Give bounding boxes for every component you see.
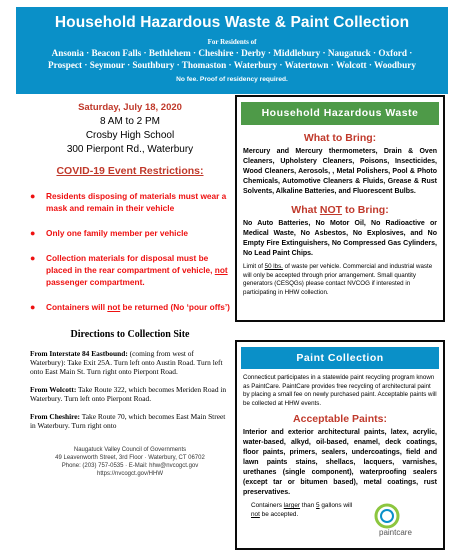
direction-heading: From Wolcott: [30, 385, 77, 394]
covid-rule [30, 190, 230, 214]
bring-title: What to Bring: [303, 132, 377, 144]
covid-rule [30, 301, 230, 313]
location-line-2: 300 Pierpont Rd., Waterbury [66, 144, 194, 155]
covid-title: COVID-19 Event Restrictions: [56, 165, 204, 177]
container-note [237, 501, 357, 519]
limit-note [237, 263, 443, 297]
accept-title: Acceptable Paints: [293, 413, 387, 425]
bring-text: Mercury and Mercury thermometers, Drain & Oven Cleaners, Upholstery Cleaners, Poisons, Insecticides, Wood Cleaners, Aerosols, , Metal Polishers, Pool & Photo Chemicals, Automotive Cleaners & Fluids, Grease & Rust Solvents, Alkaline Batteries, and Fluorescent Bulbs. [243, 148, 437, 195]
covid-rule-text: Residents disposing of materials must wear a mask and remain in their vehicle [46, 191, 227, 213]
header-banner [16, 7, 448, 94]
no-fee-note: No fee. Proof of residency required. [176, 76, 288, 83]
rule-text-part: be returned (No ‘pour offs’) [120, 302, 230, 312]
paint-bar: Paint Collection [241, 347, 439, 369]
paint-box [235, 340, 445, 550]
directions-title: Directions to Collection Site [70, 329, 190, 340]
title-part: to Bring: [342, 204, 389, 216]
direction-text: Take Route 70, which becomes East Main Street in Waterbury. Turn right onto [30, 412, 226, 430]
note-emphasis: not [251, 511, 260, 518]
bullet-icon: ● [30, 302, 36, 312]
title-part: What [291, 204, 320, 216]
direction-heading: From Interstate 84 Eastbound: [30, 349, 128, 358]
covid-rule-text [46, 301, 230, 313]
logo-text: paintcare [379, 528, 412, 537]
bullet-icon: ● [30, 253, 36, 263]
covid-rule-text: Only one family member per vehicle [46, 228, 189, 238]
location-line-1: Crosby High School [85, 130, 175, 141]
direction-heading: From Cheshire: [30, 412, 81, 421]
direction-item [30, 385, 230, 403]
limit-part: Limit of [243, 263, 265, 270]
page-title: Household Hazardous Waste & Paint Collection [54, 14, 410, 31]
direction-text: Take Route 322, which becomes Meriden Road in Waterbury. Turn left onto Pierpont Road. [30, 385, 227, 403]
note-emphasis: larger [283, 502, 301, 509]
rule-emphasis: not [214, 265, 228, 275]
limit-part: of waste per vehicle. Commercial and industrial waste will only be accepted through prior arrangement. Small quantity generators (CESQGs) please contact NVCOG if interested in participating in HHW collection. [243, 263, 433, 296]
title-emphasis: NOT [319, 204, 343, 216]
limit-emphasis: 50 lbs. [264, 263, 283, 270]
direction-item [30, 349, 230, 376]
org-contact [30, 446, 230, 478]
note-part: gallons will [319, 502, 353, 509]
paint-intro: Connecticut participates in a statewide paint recycling program known as PaintCare. PaintCare provides free recycling of architectural paint by placing a small fee on newly purchased paint. Acceptable paints will be collected at HHW events. [243, 374, 437, 407]
not-bring-title [237, 204, 443, 216]
paintcare-logo [369, 502, 435, 538]
covid-rule [30, 252, 230, 288]
residents-label: For Residents of [207, 38, 257, 46]
towns-line-1: Ansonia · Beacon Falls · Bethlehem · Cheshire · Derby · Middlebury · Naugatuck · Oxford · [51, 48, 413, 58]
event-date: Saturday, July 18, 2020 [78, 102, 182, 113]
not-bring-text: No Auto Batteries, No Motor Oil, No Radioactive or Medical Waste, No Asbestos, No Explosives, and No Empty Fire Extinguishers, No Compressed Gas Cylinders, No Lead Paint Chips. [243, 220, 437, 257]
event-location [30, 129, 230, 157]
direction-text: (coming from west of Waterbury): Take Exit 25A. Turn left onto Austin Road. Turn left onto East Main St. Turn right onto Pierpont Road. [30, 349, 223, 376]
org-name: Naugatuck Valley Council of Governments [73, 447, 187, 453]
left-column [30, 100, 230, 478]
event-time: 8 AM to 2 PM [99, 116, 161, 127]
bullet-icon: ● [30, 228, 36, 238]
note-emphasis: 5 [316, 502, 320, 509]
rule-text-part: Containers will [46, 302, 108, 312]
direction-item [30, 412, 230, 430]
note-part: than [300, 502, 317, 509]
bullet-icon: ● [30, 191, 36, 201]
org-url[interactable]: https://nvcogct.gov/HHW [96, 471, 164, 477]
covid-rule-text [46, 252, 230, 288]
accept-text: Interior and exterior architectural paints, latex, acrylic, water-based, alkyd, oil-based, enamel, deck coatings, floor paints, primers, sealers, undercoatings, field and lawn paints stains, shellacs, lacquers, varnishes, urethanes (single component), waterproofing sealers (except tar or bitumen based), metal coatings, rust preservatives. [243, 429, 437, 496]
rule-text-part: passenger compartment. [46, 277, 145, 287]
hhw-bar: Household Hazardous Waste [241, 102, 439, 125]
rule-text-part: Collection materials for disposal must be placed in the rear compartment of vehicle, [46, 253, 215, 275]
rule-emphasis: not [107, 302, 121, 312]
note-part: Containers [251, 502, 284, 509]
org-address: 49 Leavenworth Street, 3rd Floor · Waterbury, CT 06702 [55, 455, 205, 461]
covid-rule [30, 227, 230, 239]
hhw-box [235, 95, 445, 322]
towns-list [16, 47, 448, 71]
org-contact-line: Phone: (203) 757-0535 · E-Mail: hhw@nvcogct.gov [61, 463, 199, 469]
note-part: be accepted. [259, 511, 299, 518]
towns-line-2: Prospect · Seymour · Southbury · Thomaston · Waterbury · Watertown · Wolcott · Woodbury [48, 60, 416, 70]
